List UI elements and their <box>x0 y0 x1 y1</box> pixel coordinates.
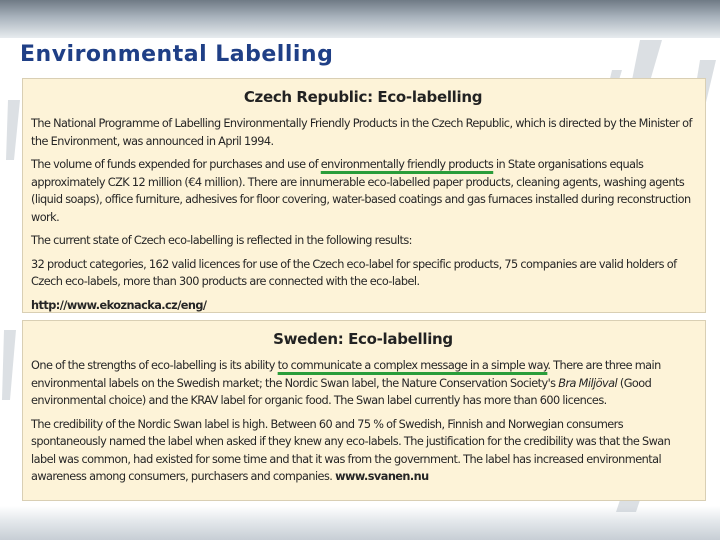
czech-paragraph-1: The National Programme of Labelling Environmentally Friendly Products in the Czech Republic, which is directed by the Minister of the Environment, was announced in April 1994. <box>31 117 692 148</box>
bra-miljoval-term: Bra Miljöval <box>558 376 618 390</box>
deco-stroke <box>2 330 16 400</box>
czech-paragraph-4: 32 product categories, 162 valid licences for use of the Czech eco-label for specific products, 75 companies are valid holders of Czech eco-labels, more than 300 products are connected with the eco-label. <box>31 257 677 288</box>
highlighted-phrase: environmentally friendly products <box>320 158 494 171</box>
slide-title: Environmental Labelling <box>20 42 334 67</box>
deco-stroke <box>616 500 640 512</box>
czech-p2-text: in State organisations equals approximately CZK 12 million (€4 million). There are innumerable eco-labelled paper products, cleaning agents, washing agents (liquid soaps), office furniture, adhesives for floor covering, water-based coatings and gas furnaces installed during reconstruction work. <box>31 158 691 224</box>
czech-p2-text: The volume of funds expended for purchases and use of <box>31 158 321 171</box>
highlighted-phrase: to communicate a complex message in a simple way <box>277 359 548 372</box>
sweden-paragraph-1 <box>31 357 695 410</box>
sweden-p1-text: One of the strengths of eco-labelling is its ability <box>31 359 278 372</box>
czech-ecolabel-panel <box>22 78 706 313</box>
sweden-ecolabel-panel <box>22 320 706 501</box>
czech-url-link[interactable]: http://www.ekoznacka.cz/eng/ <box>31 298 207 312</box>
sweden-p2-text: The credibility of the Nordic Swan label is high. Between 60 and 75 % of Swedish, Finnish and Norwegian consumers spontaneously named the label when asked if they knew any eco-labels. The justification for the credibility was that the Swan label was common, had existed for some time and that it was from the government. The label has increased environmental awareness among consumers, purchasers and companies. <box>31 417 671 483</box>
czech-paragraph-3: The current state of Czech eco-labelling is reflected in the following results: <box>31 234 412 247</box>
deco-stroke <box>6 100 20 160</box>
czech-paragraph-2 <box>31 156 695 226</box>
sweden-p1-text: . There are three main environmental labels on the Swedish market; the Nordic Swan label, the Nature Conservation Society's <box>31 359 661 390</box>
sweden-p1-text: (Good environmental choice) and the KRAV label for organic food. The Swan label currently has more than 600 licences. <box>31 376 652 407</box>
czech-heading: Czech Republic: Eco-labelling <box>243 88 483 106</box>
sweden-url-link[interactable]: www.svanen.nu <box>335 470 429 483</box>
sweden-heading: Sweden: Eco-labelling <box>273 330 453 348</box>
sweden-paragraph-2 <box>31 416 695 486</box>
